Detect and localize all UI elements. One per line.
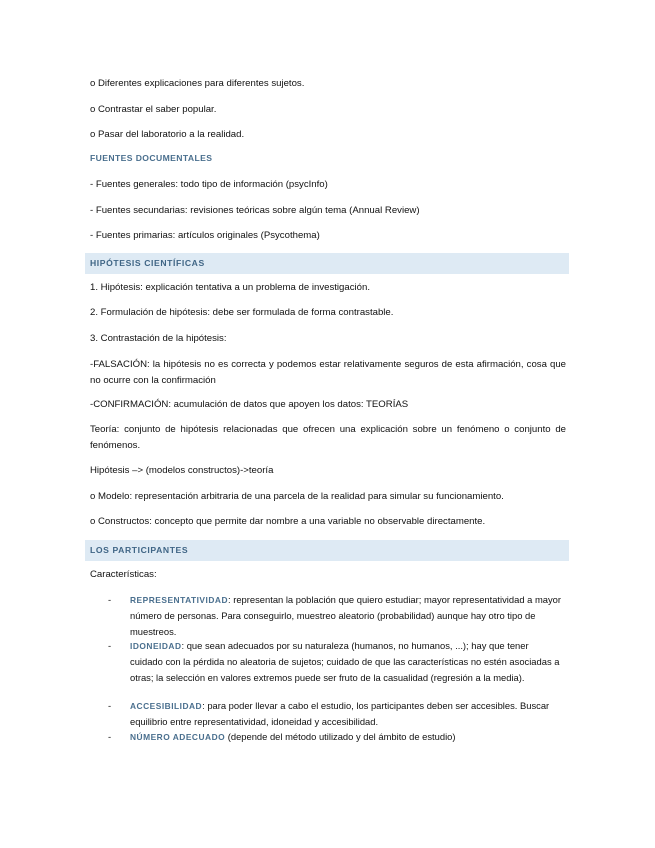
list-dash: - bbox=[108, 640, 112, 651]
list-item-text: (depende del método utilizado y del ámbito de estudio) bbox=[225, 731, 456, 742]
list-item bbox=[108, 729, 564, 745]
list-keyword: IDONEIDAD bbox=[130, 641, 182, 651]
list-dash: - bbox=[108, 731, 112, 742]
teoria-paragraph: Teoría: conjunto de hipótesis relacionadas que ofrecen una explicación sobre un fenómeno o conjunto de fenómenos. bbox=[90, 424, 566, 451]
participantes-heading: LOS PARTICIPANTES bbox=[90, 545, 189, 555]
intro-line-1: o Diferentes explicaciones para diferentes sujetos. bbox=[90, 78, 305, 89]
list-item-text: : representan la población que quiero estudiar; mayor representatividad a mayor número de personas. Para conseguirlo, muestreo aleatorio (probabilidad) aunque hay otro tipo de muestreos. bbox=[130, 594, 562, 637]
list-item bbox=[108, 638, 564, 700]
list-item-body bbox=[130, 638, 564, 685]
list-item bbox=[108, 698, 564, 730]
hipotesis-step-2: 2. Formulación de hipótesis: debe ser formulada de forma contrastable. bbox=[90, 307, 394, 318]
caracteristicas-label: Características: bbox=[90, 569, 157, 580]
hipotesis-heading-band bbox=[85, 253, 569, 274]
falsacion-paragraph: -FALSACIÓN: la hipótesis no es correcta y podemos estar relativamente seguros de esta afirmación, cosa que no ocurre con la confirmación bbox=[90, 359, 566, 386]
list-keyword: REPRESENTATIVIDAD bbox=[130, 595, 228, 605]
list-dash: - bbox=[108, 700, 112, 711]
participantes-heading-band bbox=[85, 540, 569, 561]
fuentes-heading: FUENTES DOCUMENTALES bbox=[90, 153, 213, 163]
modelo-line: o Modelo: representación arbitraria de una parcela de la realidad para simular su funcionamiento. bbox=[90, 491, 504, 502]
intro-line-2: o Contrastar el saber popular. bbox=[90, 104, 217, 115]
list-keyword: ACCESIBILIDAD bbox=[130, 701, 203, 711]
list-item-text: : para poder llevar a cabo el estudio, los participantes deben ser accesibles. Buscar equilibrio entre representatividad, idoneidad y accesibilidad. bbox=[130, 700, 550, 728]
fuentes-item-2: - Fuentes secundarias: revisiones teóricas sobre algún tema (Annual Review) bbox=[90, 205, 420, 216]
list-dash: - bbox=[108, 594, 112, 605]
list-item-body bbox=[130, 729, 564, 745]
fuentes-item-3: - Fuentes primarias: artículos originales (Psycothema) bbox=[90, 230, 320, 241]
hipotesis-heading: HIPÓTESIS CIENTÍFICAS bbox=[90, 258, 205, 268]
list-item-text: : que sean adecuados por su naturaleza (humanos, no humanos, ...); hay que tener cuidado con la pérdida no aleatoria de sujetos; cuidado de que las características no estén asociadas a otras; la selección en valores extremos puede ser fruto de la casualidad (regresión a la media). bbox=[130, 640, 560, 683]
list-item-body bbox=[130, 592, 564, 639]
confirmacion-paragraph: -CONFIRMACIÓN: acumulación de datos que apoyen los datos: TEORÍAS bbox=[90, 399, 409, 410]
constructos-line: o Constructos: concepto que permite dar nombre a una variable no observable directamente. bbox=[90, 516, 486, 527]
list-item-body bbox=[130, 698, 564, 730]
list-item bbox=[108, 592, 564, 640]
hipotesis-step-3: 3. Contrastación de la hipótesis: bbox=[90, 333, 227, 344]
fuentes-item-1: - Fuentes generales: todo tipo de información (psycInfo) bbox=[90, 179, 328, 190]
list-keyword: NÚMERO ADECUADO bbox=[130, 732, 226, 742]
flujo-line: Hipótesis –> (modelos constructos)->teoría bbox=[90, 465, 274, 476]
hipotesis-step-1: 1. Hipótesis: explicación tentativa a un problema de investigación. bbox=[90, 282, 370, 293]
intro-line-3: o Pasar del laboratorio a la realidad. bbox=[90, 129, 245, 140]
